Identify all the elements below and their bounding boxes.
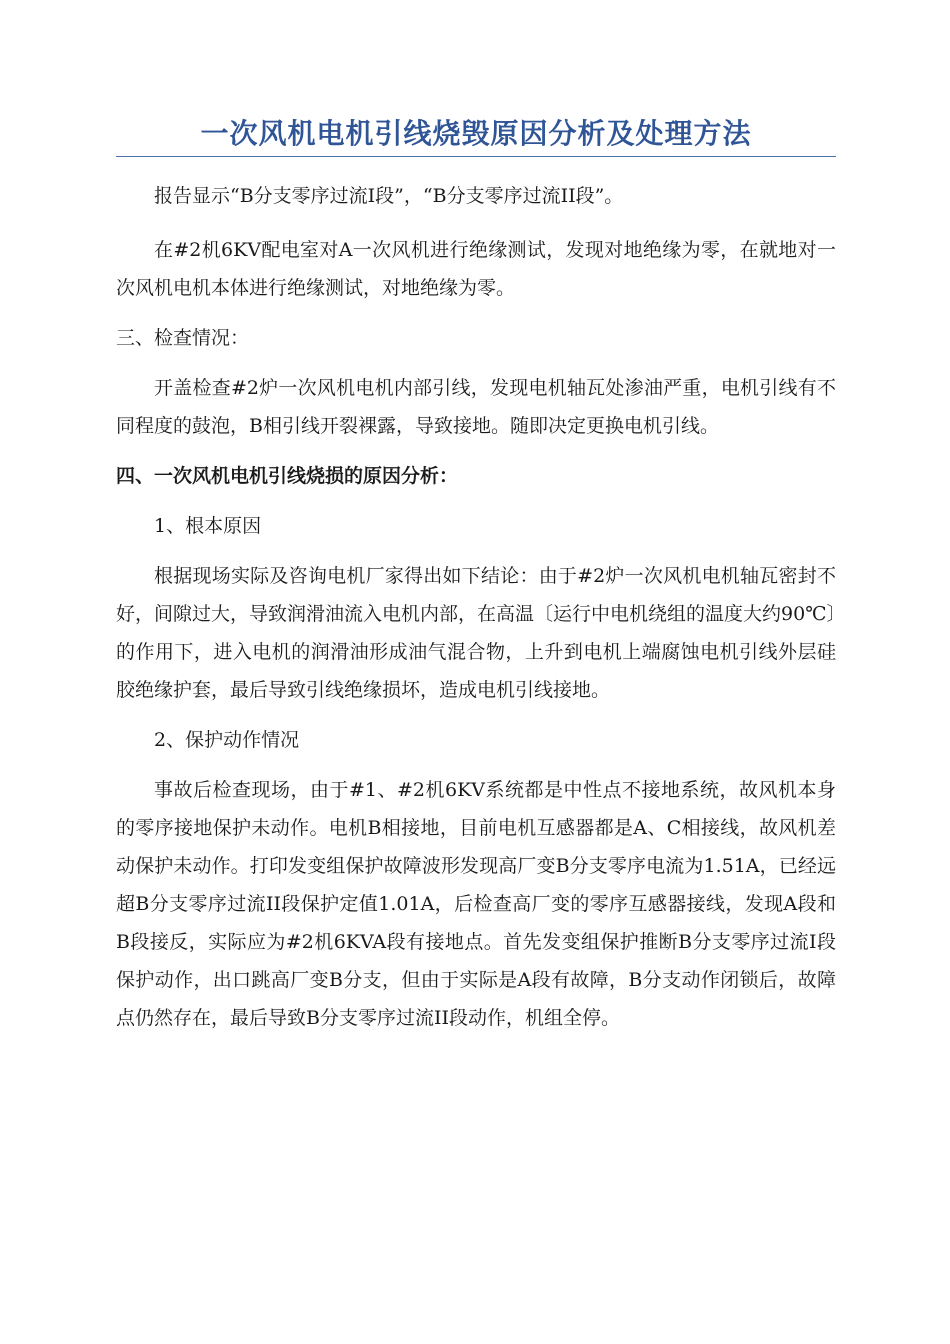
paragraph-insulation-test: 在#2机6KV配电室对A一次风机进行绝缘测试，发现对地绝缘为零，在就地对一次风机电机本体进行绝缘测试，对地绝缘为零。 [116, 239, 836, 299]
heading-root-cause: 1、根本原因 [154, 515, 262, 537]
paragraph-protection-action: 事故后检查现场，由于#1、#2机6KV系统都是中性点不接地系统，故风机本身的零序接地保护未动作。电机B相接地，目前电机互感器都是A、C相接线，故风机差动保护未动作。打印发变组保护故障波形发现高厂变B分支零序电流为1.51A，已经远超B分支零序过流II段保护定值1.01A，后检查高厂变的零序互感器接线，发现A段和B段接反，实际应为#2机6KVA段有接地点。首先发变组保护推断B分支零序过流I段保护动作，出口跳高厂变B分支，但由于实际是A段有故障，B分支动作闭锁后，故障点仍然存在，最后导致B分支零序过流II段动作，机组全停。 [116, 779, 836, 1029]
paragraph-inspection: 开盖检查#2炉一次风机电机内部引线，发现电机轴瓦处渗油严重，电机引线有不同程度的鼓泡，B相引线开裂裸露，导致接地。随即决定更换电机引线。 [116, 377, 836, 437]
document-title: 一次风机电机引线烧毁原因分析及处理方法 [116, 112, 836, 157]
heading-protection-action: 2、保护动作情况 [154, 729, 300, 751]
heading-cause-analysis: 四、一次风机电机引线烧损的原因分析： [116, 465, 459, 487]
heading-inspection: 三、检查情况： [116, 327, 250, 349]
paragraph-report: 报告显示“B分支零序过流I段”，“B分支零序过流II段”。 [154, 185, 624, 207]
paragraph-root-cause: 根据现场实际及咨询电机厂家得出如下结论：由于#2炉一次风机电机轴瓦密封不好，间隙过大，导致润滑油流入电机内部，在高温〔运行中电机绕组的温度大约90℃〕的作用下，进入电机的润滑油形成油气混合物，上升到电机上端腐蚀电机引线外层硅胶绝缘护套，最后导致引线绝缘损坏，造成电机引线接地。 [116, 565, 836, 701]
document-page [116, 112, 836, 1037]
